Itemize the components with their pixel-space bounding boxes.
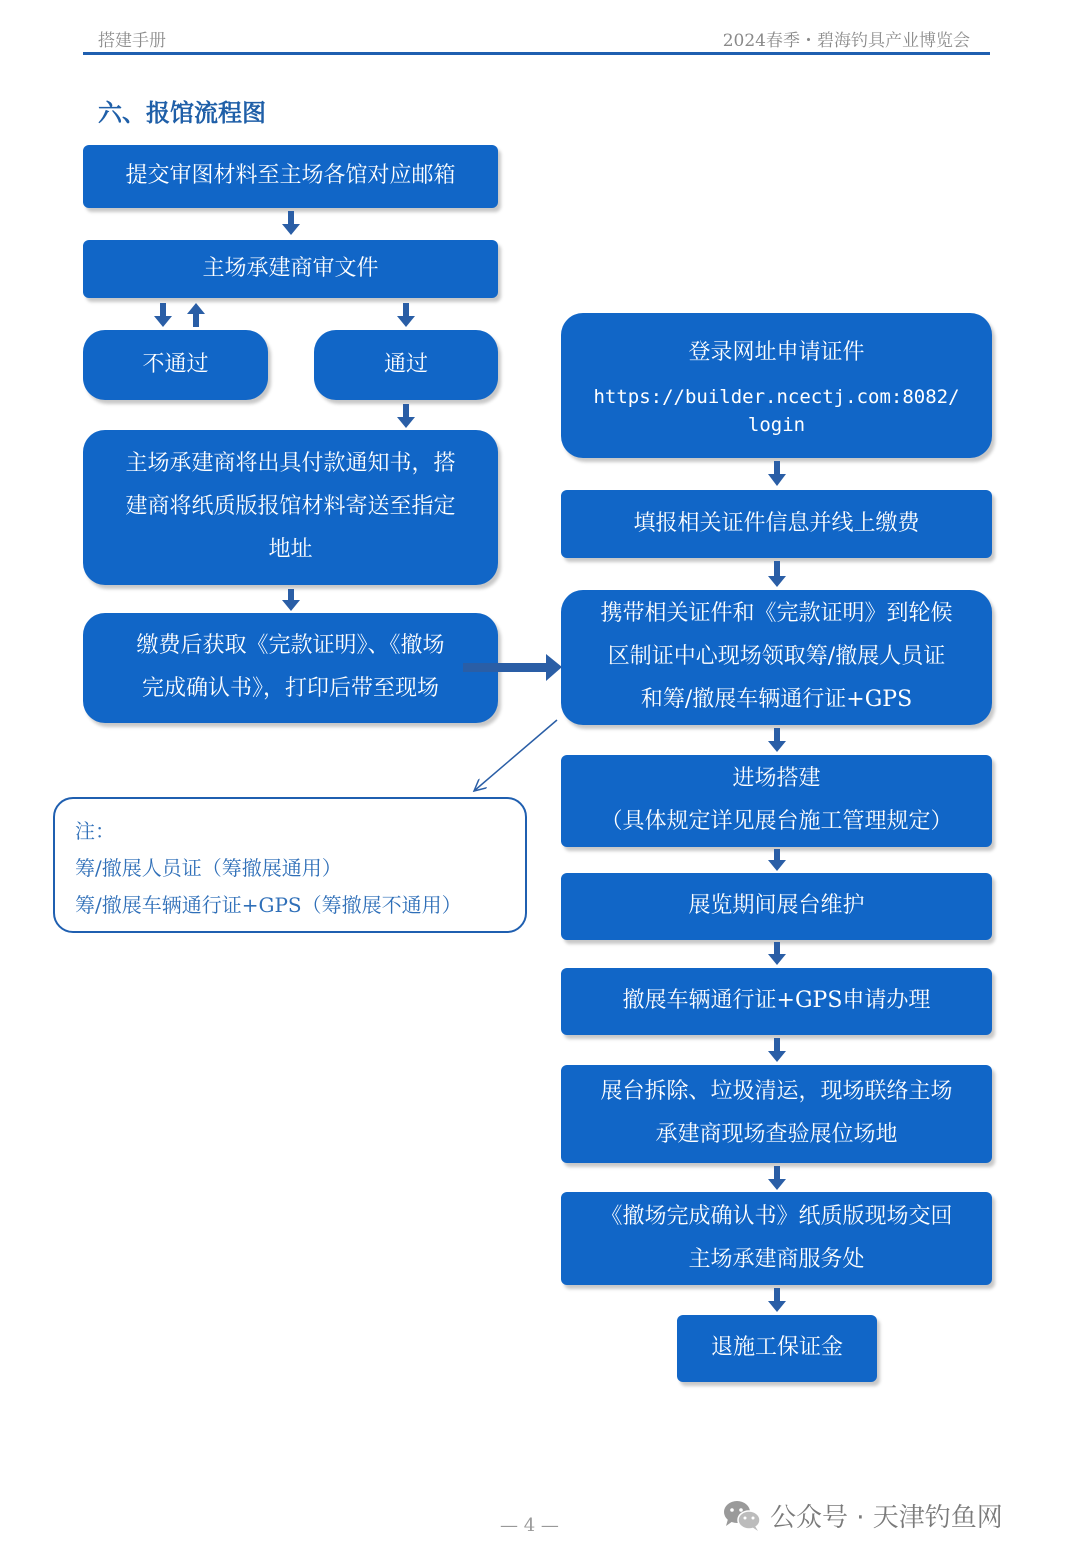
- step-maintain-label: 展览期间展台维护: [688, 893, 865, 919]
- step-login-url-line2: login: [747, 413, 806, 436]
- arrow-down-icon: [154, 303, 172, 327]
- step-pass-label: 通过: [383, 351, 428, 377]
- arrow-down-icon: [768, 849, 786, 871]
- note-box: [53, 797, 527, 933]
- step-vehicle-pass: [561, 968, 992, 1035]
- arrow-down-icon: [768, 561, 786, 587]
- step-return-document-line1: 《撤场完成确认书》纸质版现场交回: [600, 1203, 953, 1229]
- step-payment-notice-line3: 地址: [268, 536, 313, 562]
- note-line1: 筹/撤展人员证（筹撤展通用）: [75, 856, 342, 880]
- step-fail: [83, 330, 268, 400]
- step-dismantle: [561, 1065, 992, 1163]
- step-review-label: 主场承建商审文件: [202, 255, 379, 281]
- step-collect-passes-line2: 区制证中心现场领取筹/撤展人员证: [607, 644, 946, 670]
- step-refund-deposit-label: 退施工保证金: [710, 1335, 843, 1361]
- watermark: [722, 1497, 1003, 1534]
- arrow-down-icon: [282, 589, 300, 611]
- step-return-document: [561, 1192, 992, 1285]
- step-refund-deposit: [677, 1315, 877, 1382]
- arrow-down-icon: [768, 1166, 786, 1190]
- step-fill-info: [561, 490, 992, 558]
- step-dismantle-line1: 展台拆除、垃圾清运，现场联络主场: [600, 1079, 953, 1105]
- step-enter-build: [561, 755, 992, 847]
- step-enter-build-sub: （具体规定详见展台施工管理规定）: [600, 809, 953, 834]
- arrow-down-icon: [397, 303, 415, 327]
- step-login-url: [593, 384, 959, 439]
- arrow-down-icon: [397, 404, 415, 428]
- note-line2: 筹/撤展车辆通行证+GPS（筹撤展不通用）: [75, 893, 462, 917]
- step-dismantle-line2: 承建商现场查验展位场地: [655, 1122, 898, 1147]
- step-collect-passes: [561, 590, 992, 725]
- arrow-down-icon: [768, 728, 786, 752]
- note-pointer-arrow: [474, 720, 557, 791]
- step-pay-certificate: [83, 613, 498, 723]
- step-submit: [83, 145, 498, 208]
- note-title: 注：: [75, 819, 115, 843]
- step-vehicle-pass-label: 撤展车辆通行证+GPS申请办理: [622, 988, 931, 1014]
- watermark-text: 公众号 · 天津钓鱼网: [770, 1503, 1003, 1533]
- arrow-down-icon: [768, 461, 786, 486]
- wechat-icon: [722, 1499, 762, 1533]
- header-divider: [83, 52, 990, 55]
- step-fail-label: 不通过: [142, 351, 209, 377]
- arrow-down-icon: [768, 1288, 786, 1312]
- step-login-title: 登录网址申请证件: [688, 339, 865, 365]
- step-maintain: [561, 873, 992, 940]
- step-payment-notice-line2: 建商将纸质版报馆材料寄送至指定: [125, 494, 456, 520]
- step-review: [83, 240, 498, 298]
- step-collect-passes-line1: 携带相关证件和《完款证明》到轮候: [600, 601, 953, 627]
- step-login: [561, 313, 992, 458]
- step-collect-passes-line3: 和筹/撤展车辆通行证+GPS: [640, 686, 913, 712]
- arrow-down-icon: [768, 1038, 786, 1062]
- header-right: 2024春季・碧海钓具产业博览会: [722, 31, 970, 51]
- step-payment-notice: [83, 430, 498, 585]
- arrow-down-icon: [768, 942, 786, 965]
- step-enter-build-title: 进场搭建: [732, 766, 821, 792]
- step-return-document-line2: 主场承建商服务处: [688, 1246, 865, 1272]
- step-pass: [314, 330, 498, 400]
- section-title: 六、报馆流程图: [98, 98, 266, 127]
- step-payment-notice-line1: 主场承建商将出具付款通知书，搭: [125, 451, 456, 477]
- step-pay-certificate-line1: 缴费后获取《完款证明》、《撤场: [136, 633, 445, 659]
- step-fill-info-label: 填报相关证件信息并线上缴费: [633, 510, 920, 536]
- page-number: — 4 —: [500, 1515, 559, 1536]
- step-login-url-line1: https://builder.ncectj.com:8082/: [593, 386, 960, 409]
- arrow-up-icon: [187, 303, 205, 327]
- header-left: 搭建手册: [98, 31, 166, 51]
- step-submit-label: 提交审图材料至主场各馆对应邮箱: [125, 163, 456, 189]
- arrow-down-icon: [282, 211, 300, 235]
- step-pay-certificate-line2: 完成确认书》，打印后带至现场: [141, 676, 439, 701]
